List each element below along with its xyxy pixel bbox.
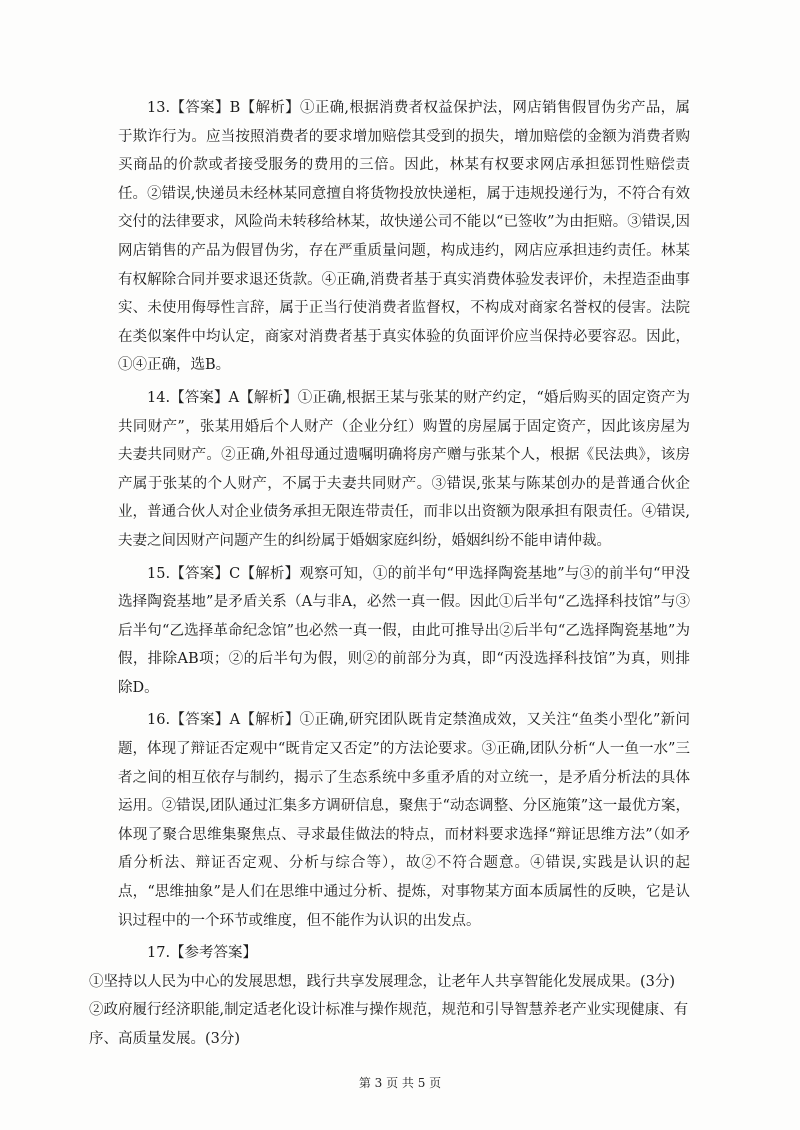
page-number-footer: 第 3 页 共 5 页 bbox=[358, 1076, 442, 1090]
answer-content bbox=[89, 94, 690, 1054]
answer-q17-title: 17.【参考答案】 bbox=[147, 945, 258, 962]
answer-q14: 14.【答案】A【解析】①正确,根据王某与张某的财产约定，“婚后购买的固定资产为共同财产”，张某用婚后个人财产（企业分红）购置的房屋属于固定资产，因此该房屋为夫妻共同财产。②正确,外祖母通过遗嘱明确将房产赠与张某个人，根据《民法典》，该房产属于张某的个人财产，不属于夫妻共同财产。③错误,张某与陈某创办的是普通合伙企业，普通合伙人对企业债务承担无限连带责任，而非以出资额为限承担有限责任。④错误,夫妻之间因财产问题产生的纠纷属于婚姻家庭纠纷，婚姻纠纷不能申请仲裁。 bbox=[118, 389, 690, 549]
answer-q16: 16.【答案】A【解析】①正确,研究团队既肯定禁渔成效，又关注“鱼类小型化”新问题，体现了辩证否定观中“既肯定又否定”的方法论要求。③正确,团队分析“人一鱼一水”三者之间的相互依存与制约，揭示了生态系统中多重矛盾的对立统一，是矛盾分析法的具体运用。②错误,团队通过汇集多方调研信息，聚焦于“动态调整、分区施策”这一最优方案，体现了聚合思维集聚焦点、寻求最佳做法的特点，而材料要求选择“辩证思维方法”（如矛盾分析法、辩证否定观、分析与综合等），故②不符合题意。④错误,实践是认识的起点，“思维抽象”是人们在思维中通过分析、提炼，对事物某方面本质属性的反映，它是认识过程中的一个环节或维度，但不能作为认识的出发点。 bbox=[118, 712, 690, 929]
answer-q17-point-2: ②政府履行经济职能,制定适老化设计标准与操作规范，规范和引导智慧养老产业实现健康、有序、高质量发展。(3分) bbox=[89, 1002, 689, 1047]
answer-q15: 15.【答案】C【解析】观察可知，①的前半句“甲选择陶瓷基地”与③的前半句“甲没选择陶瓷基地”是矛盾关系（A与非A，必然一真一假。因此①后半句“乙选择科技馆”与③后半句“乙选择革命纪念馆”也必然一真一假，由此可推导出②后半句“乙选择陶瓷基地”为假，排除AB项；②的后半句为假，则②的前部分为真，即“丙没选择科技馆”为真，则排除D。 bbox=[118, 565, 690, 696]
answer-q13: 13.【答案】B【解析】①正确,根据消费者权益保护法，网店销售假冒伪劣产品，属于欺诈行为。应当按照消费者的要求增加赔偿其受到的损失，增加赔偿的金额为消费者购买商品的价款或者接受服务的费用的三倍。因此，林某有权要求网店承担惩罚性赔偿责任。②错误,快递员未经林某同意擅自将货物投放快递柜，属于违规投递行为，不符合有效交付的法律要求，风险尚未转移给林某，故快递公司不能以“已签收”为由拒赔。③错误,因网店销售的产品为假冒伪劣，存在严重质量问题，构成违约，网店应承担违约责任。林某有权解除合同并要求退还货款。④正确,消费者基于真实消费体验发表评价，未捏造歪曲事实、未使用侮辱性言辞，属于正当行使消费者监督权，不构成对商家名誉权的侵害。法院在类似案件中均认定，商家对消费者基于真实体验的负面评价应当保持必要容忍。因此，①④正确，选B。 bbox=[118, 100, 690, 374]
answer-q17-point-1: ①坚持以人民为中心的发展思想，践行共享发展理念，让老年人共享智能化发展成果。(3分) bbox=[89, 973, 676, 990]
